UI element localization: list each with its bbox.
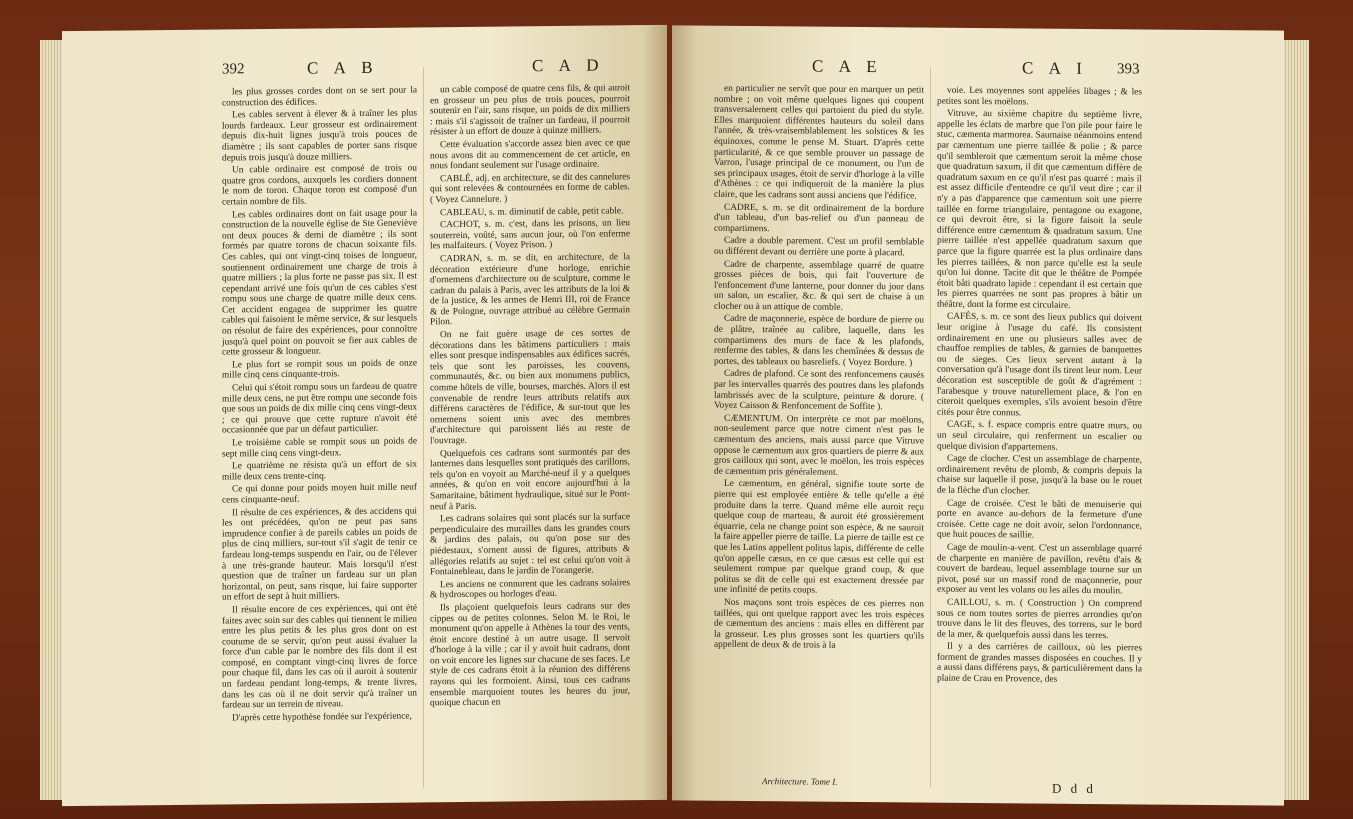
paragraph: CAFÉS, s. m. ce sont des lieux publics qui doivent leur origine à l'usage du café. Ils consistent ordinairement en une ou plusieurs salles avec de chauffoe remplies de tables, & garnies de banquettes ou de sieges. Ces lieux servent autant à la conversation qu'à l'usage dont ils tirent leur nom. Leur décoration est susceptible de goût & d'agrément : l'arabesque y trouve naturellement place, & l'on en citeroit quelques exemples, s'ils avoient besoin d'être cités pour être connus. bbox=[937, 312, 1142, 419]
page-edges-left bbox=[40, 40, 64, 800]
paragraph: Il y a des carrières de cailloux, où les pierres forment de grandes masses disposées en couches. Il y a aussi dans différens pays, & particulièrement dans la plaine de Crau en Provence, des bbox=[937, 642, 1142, 685]
footer-line: Architecture. Tome I. bbox=[762, 776, 838, 787]
paragraph: voie. Les moyennes sont appelées libages ; & les petites sont les moëlons. bbox=[937, 85, 1142, 108]
paragraph: CÆMENTUM. On interprète ce mot par moëlons, non-seulement parce que notre ciment n'est pas le cæmentum des anciens, mais aussi parce que Vitruve oppose le cæmentum aux gros quartiers de pierre & aux gros cailloux qui sont, avec le moëlon, les trois espèces de cæmentum pris généralement. bbox=[714, 413, 924, 478]
paragraph: Cadres de plafond. Ce sont des renfoncemens causés par les intervalles quarrés des poutres dans les plafonds lambrissés avec de la sculpture, peinture & dorure. ( Voyez Caisson & Renfoncement de Soffite ). bbox=[714, 369, 924, 413]
paragraph: Cette évaluation s'accorde assez bien avec ce que nous avons dit au commencement de cet article, en nous fondant seulement sur l'usage ordinaire. bbox=[430, 138, 630, 172]
paragraph: Cage de clocher. C'est un assemblage de charpente, ordinairement revêtu de plomb, & compris depuis la chaise sur laquelle il pose, jusqu'à la base ou le rouet de la flèche d'un clocher. bbox=[937, 453, 1142, 497]
paragraph: Vitruve, au sixième chapitre du septième livre, appelle les éclats de marbre que l'on pile pour faire le stuc, cæmenta marmorea. Saumaise néanmoins entend par cæmentum une pierre taillée & polie ; & parce qu'il sembleroit que cæmentum seroit la même chose que quadratum saxum, il dit que cæmentum diffère de quadratum saxum en ce qu'il n'est pas quarré : mais il est assez difficile d'entendre ce qu'il veut dire ; car il n'y a pas d'apparence que cæmentum soit une pierre taillée en forme triangulaire, pentagone ou exagone, ce qui devroit être, si la figure faisoit la seule différence entre cæmentum & quadratum saxum. Une pierre taillée n'est appellée quadratum saxum que parce que la figure quarrée est la plus ordinaire dans les pierres taillées, & non parce qu'elle est la seule qu'on lui donne. Tacite dit que le théâtre de Pompée étoit bâti quadrato lapide : cependant il est certain que les pierres quarrées ne sont pas propres à bâtir un théâtre, dont la forme est circulaire. bbox=[937, 108, 1142, 311]
paragraph: Nos maçons sont trois espèces de ces pierres non taillées, qui ont quelque rapport avec les trois espèces de cæmentum des anciens : mais elles en diffèrent par la grosseur. Les plus grosses sont les quartiers qu'ils appellent de deux & de trois à la bbox=[714, 597, 924, 652]
left-page bbox=[62, 25, 667, 806]
paragraph: Quelquefois ces cadrans sont surmontés par des lanternes dans lesquelles sont pratiqués des carillons, tels qu'on en voyoit au Marché-neuf il y a quelques années, & qu'on en voit encore aujourd'hui à la Samaritaine, bâtiment hydraulique, situé sur le Pont-neuf à Paris. bbox=[430, 446, 630, 512]
column-divider bbox=[930, 68, 931, 788]
paragraph: CABLEAU, s. m. diminutif de cable, petit cable. bbox=[440, 205, 624, 218]
paragraph: CABLÉ, adj. en architecture, se dit des cannelures qui sont relevées & contournées en forme de cables. ( Voyez Cannelure. ) bbox=[430, 171, 630, 206]
paragraph: Cage de moulin-a-vent. C'est un assemblage quarré de charpente en manière de pavillon, revêtu d'ais & couvert de bardeau, lequel assemblage tourne sur un pivot, posé sur un massif rond de maçonnerie, pour exposer au vent les volans ou les ailes du moulin. bbox=[937, 542, 1142, 597]
paragraph: Les cables servent à élever & à traîner les plus lourds fardeaux. Leur grosseur est ordinairement depuis dix-huit lignes jusqu'à trois pouces de diamètre ; ils sont capables de porter sans risque depuis trois jusqu'à douze milliers. bbox=[222, 108, 417, 164]
paragraph: les plus grosses cordes dont on se sert pour la construction des édifices. bbox=[222, 85, 417, 109]
running-header: C A B bbox=[307, 57, 379, 78]
paragraph: CACHOT, s. m. c'est, dans les prisons, un lieu souterrein, voûté, sans aucun jour, où l'on enferme les malfaiteurs. ( Voyez Prison. ) bbox=[430, 218, 630, 252]
paragraph: Cadre a double parement. C'est un profil semblable ou différent devant ou derrière une porte à placard. bbox=[714, 236, 924, 259]
paragraph: Ce qui donne pour poids moyen huit mille neuf cens cinquante-neuf. bbox=[222, 482, 417, 506]
paragraph: Cadre de charpente, assemblage quarré de quatre grosses pièces de bois, qui fait l'ouverture de l'enfoncement d'une lanterne, pour donner du jour dans un salon, un escalier, &c. & qui sert de chaise à un clocher ou à un attique de comble. bbox=[714, 259, 924, 313]
paragraph: Il résulte de ces expériences, & des accidens qui les ont précédées, qu'on ne peut pas sans imprudence confier à de pareils cables un poids de plus de cinq milliers, sur-tout s'il s'agit de tenir ce fardeau long-temps suspendu en l'air, ou de l'élever à une très-grande hauteur. Mais lorsqu'il n'est question que de traîner un fardeau sur un plan horizontal, on peut, sans risque, lui faire supporter un effort de sept à huit milliers. bbox=[222, 506, 417, 603]
paragraph: Il résulte encore de ces expériences, qui ont été faites avec soin sur des cables qui tiennent le milieu entre les plus petits & les plus gros dont on est coutume de se servir, qu'on peut aussi évaluer la force d'un cable par le nombre des fils dont il est composé, en comptant vingt-cinq livres de force pour chaque fil, dans les cas où il auroit à soutenir un fardeau pendant long-temps, & trente livres, dans les cas où il ne doit servir qu'à traîner un fardeau sur un terrein de niveau. bbox=[222, 603, 417, 711]
paragraph: Les cables ordinaires dont on fait usage pour la construction de la nouvelle église de Ste Geneviève ont deux pouces & demi de diamètre ; ils sont formés par quatre torons de chacun soixante fils. Ces cables, qui ont vingt-cinq toises de longueur, soutiennent ordinairement une charge de trois à quatre milliers ; la plus forte ne passe pas six. Il est cependant arrivé une fois qu'un de ces cables s'est rompu sous une charge de quatre mille deux cens. Cet accident engagea de supprimer les quatre cables qui faisoient le même service, & sur lesquels on résolut de faire des expériences, pour connoître jusqu'à quel point on pouvoit se fier aux cables de cette grosseur & longueur. bbox=[222, 207, 417, 358]
text-column-1 bbox=[222, 85, 417, 725]
text-column-2 bbox=[430, 83, 630, 711]
running-header: C A D bbox=[532, 55, 605, 76]
paragraph: CADRAN, s. m. se dit, en architecture, de la décoration extérieure d'une horloge, enrichie d'ornemens d'architecture ou de sculpture, comme le cadran du palais à Paris, avec les attributs de la loi & de la justice, & les armes de Henri III, roi de France & de Pologne, ouvrage attribué au célèbre Germain Pilon. bbox=[430, 252, 630, 328]
paragraph: Le cæmentum, en général, signifie toute sorte de pierre qui est employée entière & telle qu'elle a été produite dans la terre. Quand même elle auroit reçu quelque coup de marteau, & auroit été grossièrement équarrie, cela ne change point son espèce, & ne sauroit la faire appeller pierre de taille. La pierre de taille est ce que les Latins appellent politus lapis, différente de celle qu'on appelle cæsus, en ce que cæsus est celle qui est seulement rompue par quelque grand coup, & que politus se dit de celle qui est exactement dressée par une infinité de petits coups. bbox=[714, 479, 924, 596]
paragraph: Un cable ordinaire est composé de trois ou quatre gros cordons, auxquels les cordiers donnent le nom de toron. Chaque toron est composé d'un certain nombre de fils. bbox=[222, 163, 417, 208]
text-column-2 bbox=[937, 86, 1142, 688]
paragraph: Cage de croisée. C'est le bâti de menuiserie qui porte en avance au-dehors de la fermeture d'une croisée. Cette cage ne doit avoir, selon l'ordonnance, que huit pouces de saillie. bbox=[937, 498, 1142, 541]
paragraph: Celui qui s'étoit rompu sous un fardeau de quatre mille deux cens, ne put être rompu une seconde fois que sous un poids de dix mille cinq cens vingt-deux ; ce qui prouve que cette rupture n'avoit été occasionnée que par un défaut particulier. bbox=[222, 381, 417, 436]
paragraph: Les anciens ne connurent que les cadrans solaires & hydroscopes ou horloges d'eau. bbox=[430, 577, 630, 601]
paragraph: Cadre de maçonnerie, espèce de bordure de pierre ou de plâtre, traînée au calibre, laquelle, dans les compartimens des murs de face & les plafonds, renferme des tables, & dans les chemînées & dessus de portes, des tableaux ou basreliefs. ( Voyez Bordure. ) bbox=[714, 314, 924, 369]
column-divider bbox=[423, 67, 424, 787]
paragraph: On ne fait guère usage de ces sortes de décorations dans les bâtimens particuliers : mais elles sont presque indispensables aux édifices sacrés, tels que sont les paroisses, les couvens, communautés, &c. ou bien aux monumens publics, comme hôtels de ville, bourses, marchés. Alors il est convenable de rendre leurs attributs relatifs aux différens caractères de l'édifice, & sur-tout que les ornemens soient unis avec des membres d'architecture qui paroissent liés au reste de l'ouvrage. bbox=[430, 328, 630, 447]
paragraph: Le troisième cable se rompit sous un poids de sept mille cinq cens vingt-deux. bbox=[222, 436, 417, 460]
paragraph: CADRE, s. m. se dit ordinairement de la bordure d'un tableau, d'un bas-relief ou d'un panneau de compartimens. bbox=[714, 202, 924, 234]
paragraph: Le plus fort se rompit sous un poids de onze mille cinq cens cinquante-trois. bbox=[222, 358, 417, 381]
paragraph: Le quatrième ne résista qu'à un effort de six mille deux cens trente-cinq. bbox=[222, 459, 417, 483]
text-column-1 bbox=[714, 84, 924, 655]
paragraph: CAGE, s. f. espace compris entre quatre murs, ou un seul circulaire, qui renferment un escalier ou quelque division d'appartemens. bbox=[937, 420, 1142, 453]
paragraph: Ils plaçoient quelquefois leurs cadrans sur des cippes ou de petites colonnes. Selon M. le Roi, le monument qu'on appelle à Athènes la tour des vents, étoit encore destiné à un autre usage. Il servoit d'horloge à la ville ; car il y avoit huit cadrans, dont on voit encore les lignes sur chacune de ses faces. Le style de ces cadrans étoit à la réunion des différens rayons qui les formoient. Ainsi, tous ces cadrans ensemble marquoient toutes les heures du jour, quoique chacun en bbox=[430, 601, 630, 709]
right-page bbox=[672, 25, 1284, 805]
paragraph: D'après cette hypothèse fondée sur l'expérience, bbox=[232, 711, 412, 724]
page-number: 393 bbox=[1117, 61, 1140, 78]
paragraph: en particulier ne servît que pour en marquer un petit nombre ; on voit même quelques lignes qui coupent transversalement celles qui partoient du pied du style. Elles marquoient différentes hauteurs du soleil dans l'année, & très-vraisemblablement les solstices & les équinoxes, comme le pense M. Stuart. D'après cette particularité, & ce que semble prouver un passage de Varron, l'usage principal de ce monument, ou l'un de ses principaux usages, étoit de servir d'horloge à la ville d'Athènes : ce qui indiqueroit de la manière la plus claire, que les cadrans sont aussi anciens que l'édifice. bbox=[714, 83, 924, 202]
paragraph: CAILLOU, s. m. ( Construction ) On comprend sous ce nom toutes sortes de pierres arrondies qu'on trouve dans le lit des fleuves, des torrens, sur le bord de la mer, & quelquefois aussi dans les terres. bbox=[937, 597, 1142, 641]
page-number: 392 bbox=[222, 61, 245, 78]
signature-mark: D d d bbox=[1052, 780, 1096, 797]
paragraph: un cable composé de quatre cens fils, & qui auroit en grosseur un peu plus de trois pouces, pourroit soutenir en l'air, sans risque, un poids de dix milliers : mais s'il s'agissoit de traîner un fardeau, il pourroit résister à un effort de douze à quinze milliers. bbox=[430, 83, 630, 138]
paragraph: Les cadrans solaires qui sont placés sur la surface perpendiculaire des murailles dans les grandes cours & jardins des palais, ou qu'on pose sur des piédestaux, s'ornent aussi de figures, attributs & allégories relatifs au sujet : tel est celui qu'on voit à Fontainebleau, dans le jardin de l'orangerie. bbox=[430, 512, 630, 578]
running-header: C A E bbox=[812, 56, 883, 77]
running-header: C A I bbox=[1022, 58, 1088, 78]
page-edges-right bbox=[1283, 40, 1309, 800]
